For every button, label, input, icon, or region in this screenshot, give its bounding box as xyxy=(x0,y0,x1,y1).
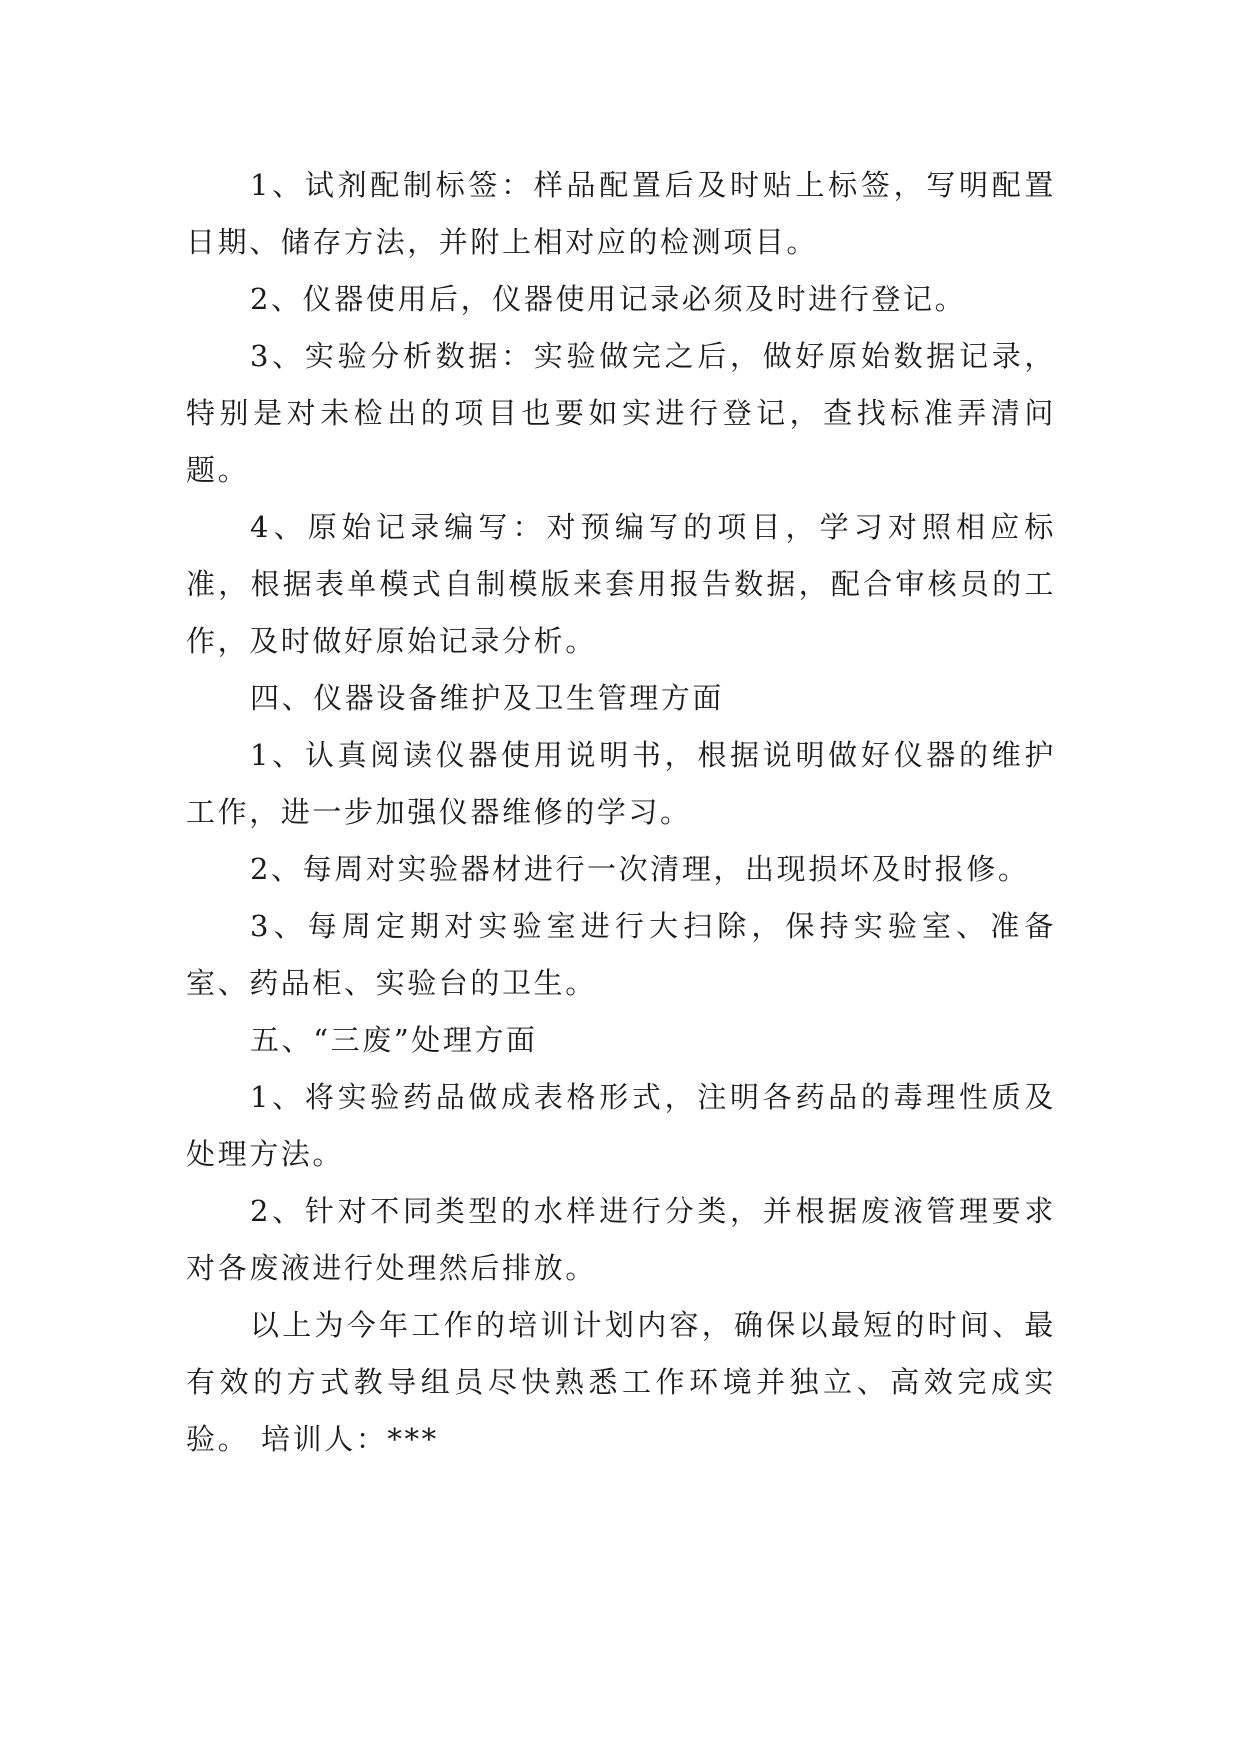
paragraph-weekly-sweep: 3、每周定期对实验室进行大扫除，保持实验室、准备室、药品柜、实验台的卫生。 xyxy=(186,909,1056,1000)
paragraph-read-manual: 1、认真阅读仪器使用说明书，根据说明做好仪器的维护工作，进一步加强仪器维修的学习。 xyxy=(186,738,1056,829)
paragraph-weekly-cleanup: 2、每周对实验器材进行一次清理，出现损坏及时报修。 xyxy=(250,852,1030,886)
paragraph-reagent-label: 1、试剂配制标签：样品配置后及时贴上标签，写明配置日期、储存方法，并附上相对应的检测项目。 xyxy=(186,168,1056,259)
paragraph-analysis-data: 3、实验分析数据：实验做完之后，做好原始数据记录，特别是对未检出的项目也要如实进行登记，查找标准弄清问题。 xyxy=(186,339,1056,487)
paragraph-conclusion: 以上为今年工作的培训计划内容，确保以最短的时间、最有效的方式教导组员尽快熟悉工作环境并独立、高效完成实验。 培训人：*** xyxy=(186,1308,1056,1456)
document-page xyxy=(186,157,1056,1468)
section-heading-maintenance: 四、仪器设备维护及卫生管理方面 xyxy=(250,681,725,715)
paragraph-chemical-table: 1、将实验药品做成表格形式，注明各药品的毒理性质及处理方法。 xyxy=(186,1080,1056,1171)
paragraph-original-records: 4、原始记录编写：对预编写的项目，学习对照相应标准，根据表单模式自制模版来套用报告数据，配合审核员的工作，及时做好原始记录分析。 xyxy=(186,510,1056,658)
section-heading-waste: 五、“三废”处理方面 xyxy=(250,1023,538,1057)
paragraph-instrument-log: 2、仪器使用后，仪器使用记录必须及时进行登记。 xyxy=(250,282,967,316)
paragraph-waste-disposal: 2、针对不同类型的水样进行分类，并根据废液管理要求对各废液进行处理然后排放。 xyxy=(186,1194,1056,1285)
